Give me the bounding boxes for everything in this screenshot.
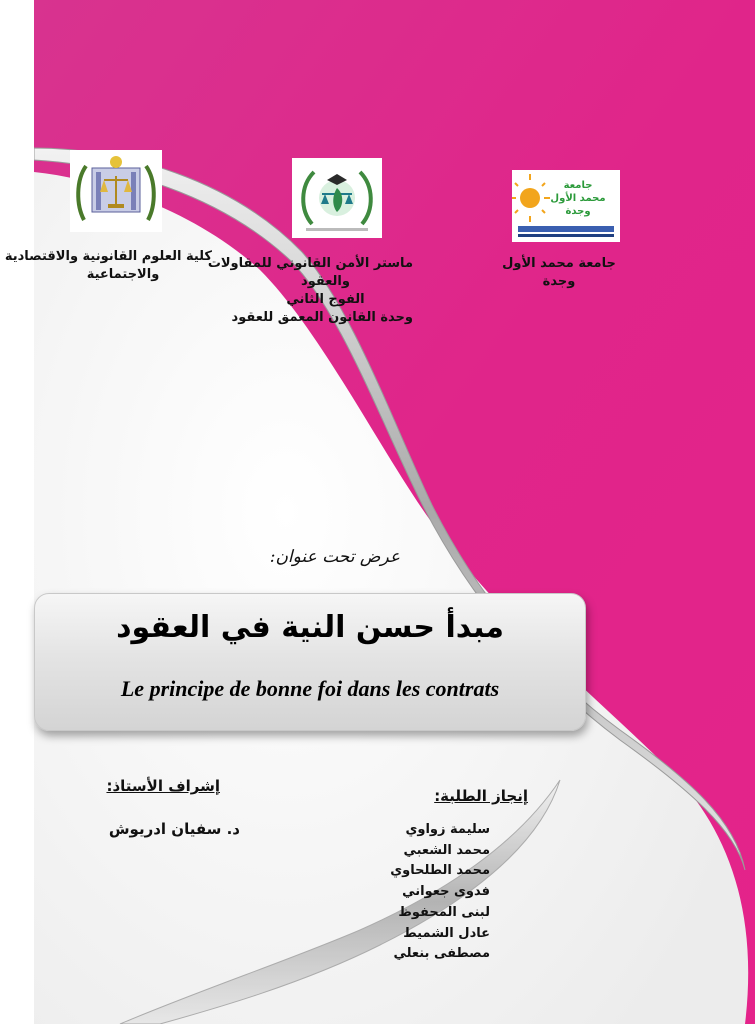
student-name: عادل الشميط xyxy=(403,925,490,941)
university-name xyxy=(500,255,618,291)
master-logo xyxy=(292,158,382,238)
title-french: Le principe de bonne foi dans les contrats xyxy=(120,676,500,701)
supervisor-heading: إشراف الأستاذ: xyxy=(106,777,220,795)
univ-logo-line1: جامعة xyxy=(563,180,593,191)
master-program xyxy=(207,255,413,327)
faculty-name-line-1: كلية العلوم القانونية والاقتصادية xyxy=(4,249,212,264)
supervisor-name: د. سفيان ادريوش xyxy=(108,820,240,838)
master-program-line-1: ماستر الأمن القانوني للمقاولات xyxy=(207,256,413,271)
student-name: محمد الطلحاوي xyxy=(390,863,490,879)
student-name: فدوى جعواني xyxy=(402,884,490,900)
faculty-name-line-2: والاجتماعية xyxy=(86,267,160,282)
master-program-line-2: والعقود xyxy=(301,274,350,289)
course-unit: وحدة القانون المعمق للعقود xyxy=(231,310,413,325)
student-name: لبنى المحفوظ xyxy=(398,904,490,920)
faculty-logo xyxy=(70,150,162,232)
university-city: وجدة xyxy=(542,274,576,289)
univ-logo-line3: وجدة xyxy=(565,206,591,217)
faculty-name xyxy=(4,248,212,284)
students-heading: إنجاز الطلبة: xyxy=(434,787,528,805)
title-box xyxy=(34,593,586,731)
student-name: محمد الشعبي xyxy=(403,842,490,858)
university-logo xyxy=(512,170,620,242)
left-margin-strip xyxy=(0,0,34,1024)
students-list xyxy=(380,820,490,965)
student-name: سليمة زواوي xyxy=(405,822,490,837)
title-arabic: مبدأ حسن النية في العقود xyxy=(116,610,504,645)
student-name: مصطفى بنعلي xyxy=(393,946,490,962)
presentation-label: عرض تحت عنوان: xyxy=(269,547,400,567)
master-cohort: الفوج الثاني xyxy=(286,292,365,307)
university-name-line-1: جامعة محمد الأول xyxy=(502,256,616,271)
univ-logo-line2: محمد الأول xyxy=(550,193,606,204)
